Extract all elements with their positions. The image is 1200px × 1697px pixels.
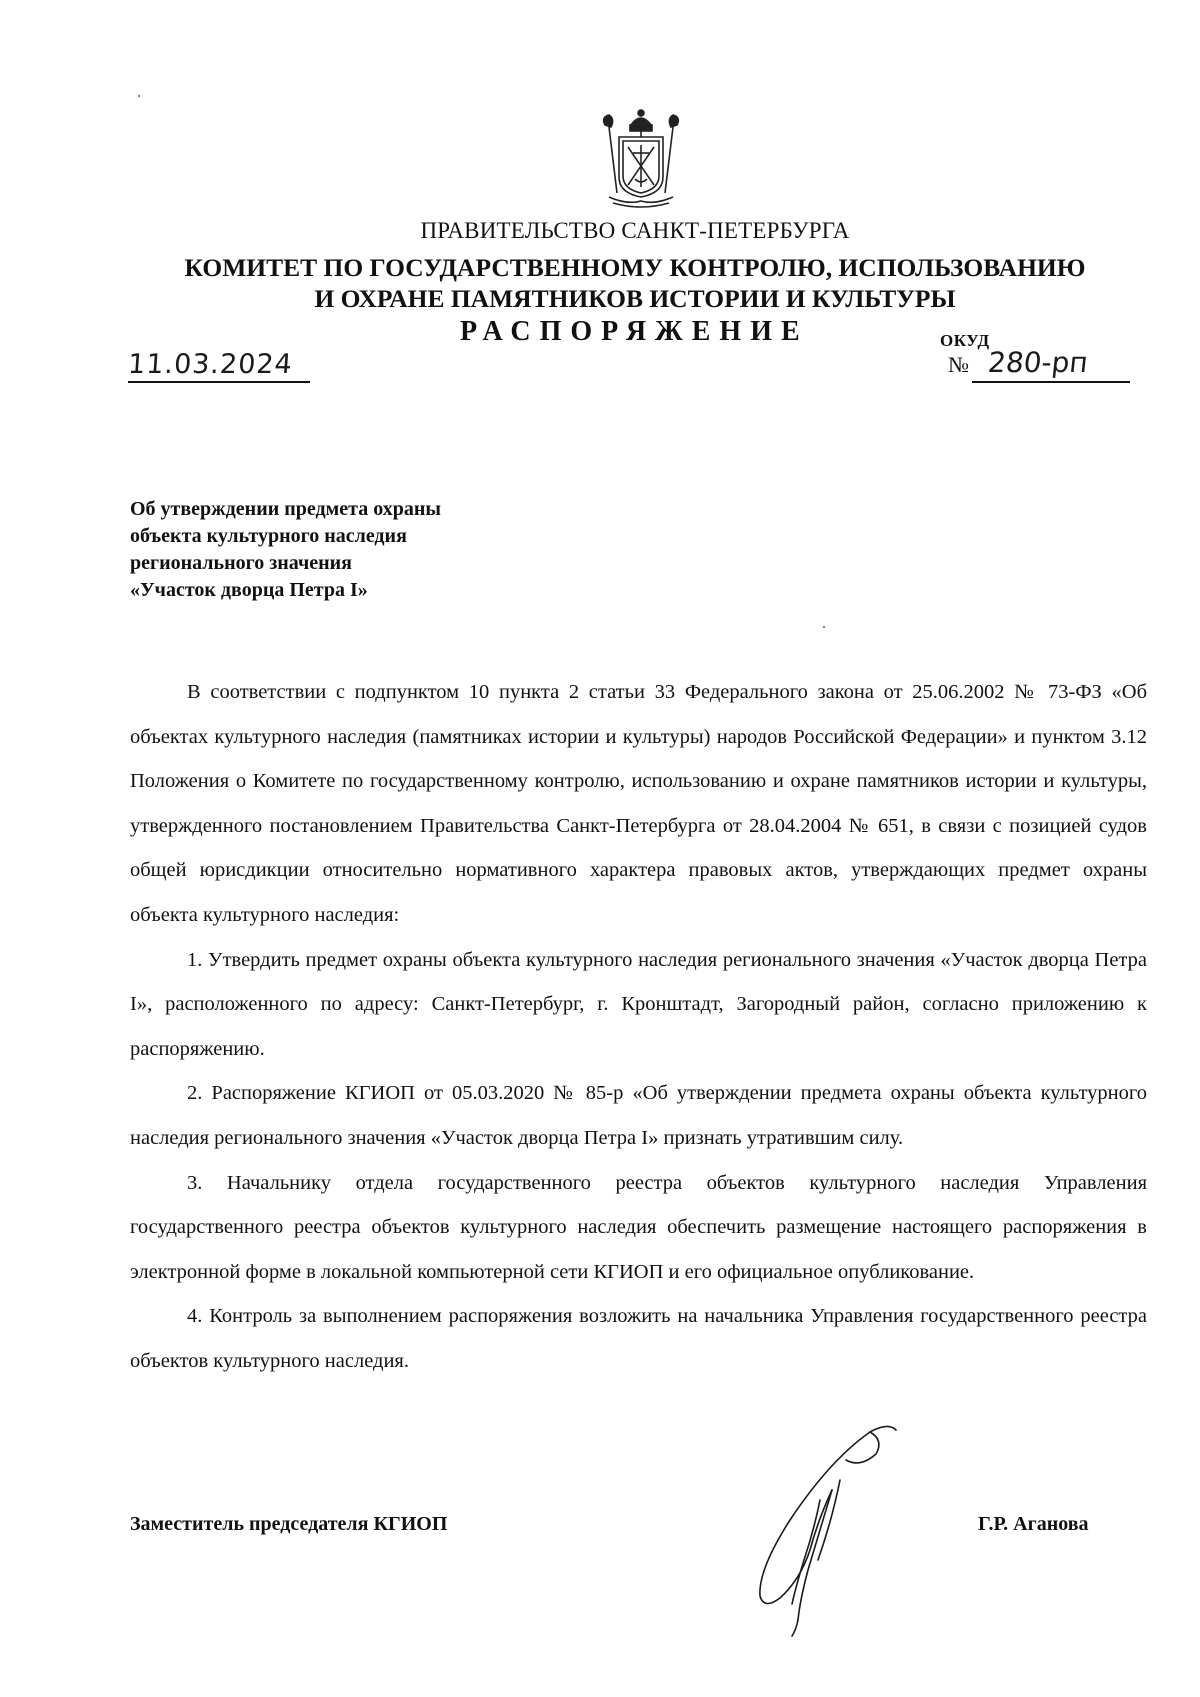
number-underline (972, 381, 1130, 383)
committee-name-line2: И ОХРАНЕ ПАМЯТНИКОВ ИСТОРИИ И КУЛЬТУРЫ (314, 284, 956, 313)
scan-speck (138, 95, 140, 97)
document-subject (130, 496, 441, 604)
date-underline (128, 381, 310, 383)
st-petersburg-coat-of-arms-icon (597, 107, 685, 209)
clause-paragraph-3: 3. Начальнику отдела государственного реестра объектов культурного наследия Управления государственного реестра объектов культурного наследия обеспечить размещение настоящего распоряжения в электронной форме в локальной компьютерной сети КГИОП и его официальное опубликование. (130, 1171, 1147, 1283)
document-type-title: РАСПОРЯЖЕНИЕ (460, 316, 809, 347)
preamble-paragraph: В соответствии с подпунктом 10 пункта 2 статьи 33 Федерального закона от 25.06.2002 № 73-ФЗ «Об объектах культурного наследия (памятниках истории и культуры) народов Российской Федерации» и пунктом 3.12 Положения о Комитете по государственному контролю, использованию и охране памятников истории и культуры, утвержденного постановлением Правительства Санкт-Петербурга от 28.04.2004 № 651, в связи с позицией судов общей юрисдикции относительно нормативного характера правовых актов, утверждающих предмет охраны объекта культурного наследия: (130, 681, 1147, 926)
handwritten-document-number: 280-рп (986, 346, 1090, 379)
clause-paragraph-4: 4. Контроль за выполнением распоряжения возложить на начальника Управления государственного реестра объектов культурного наследия. (130, 1305, 1147, 1372)
handwritten-signature (700, 1420, 920, 1640)
signatory-title: Заместитель председателя КГИОП (130, 1513, 448, 1535)
scan-speck (823, 626, 825, 628)
subject-line: Об утверждении предмета охраны (130, 498, 441, 520)
signer-name: Г.Р. Аганова (978, 1513, 1089, 1535)
okud-label: ОКУД (940, 331, 990, 350)
handwritten-date: 11.03.2024 (127, 349, 294, 380)
number-sign: № (948, 352, 969, 377)
subject-line: объекта культурного наследия (130, 525, 407, 547)
government-name: ПРАВИТЕЛЬСТВО САНКТ-ПЕТЕРБУРГА (420, 218, 850, 243)
clause-paragraph-2: 2. Распоряжение КГИОП от 05.03.2020 № 85-р «Об утверждении предмета охраны объекта культурного наследия регионального значения «Участок дворца Петра I» признать утратившим силу. (130, 1082, 1147, 1149)
subject-line: регионального значения (130, 552, 352, 574)
document-body (130, 670, 1147, 1384)
clause-paragraph-1: 1. Утвердить предмет охраны объекта культурного наследия регионального значения «Участок дворца Петра I», расположенного по адресу: Санкт-Петербург, г. Кронштадт, Загородный район, согласно приложению к распоряжению. (130, 948, 1147, 1060)
subject-line: «Участок дворца Петра I» (130, 579, 368, 601)
committee-name-line1: КОМИТЕТ ПО ГОСУДАРСТВЕННОМУ КОНТРОЛЮ, ИСПОЛЬЗОВАНИЮ (184, 253, 1086, 282)
